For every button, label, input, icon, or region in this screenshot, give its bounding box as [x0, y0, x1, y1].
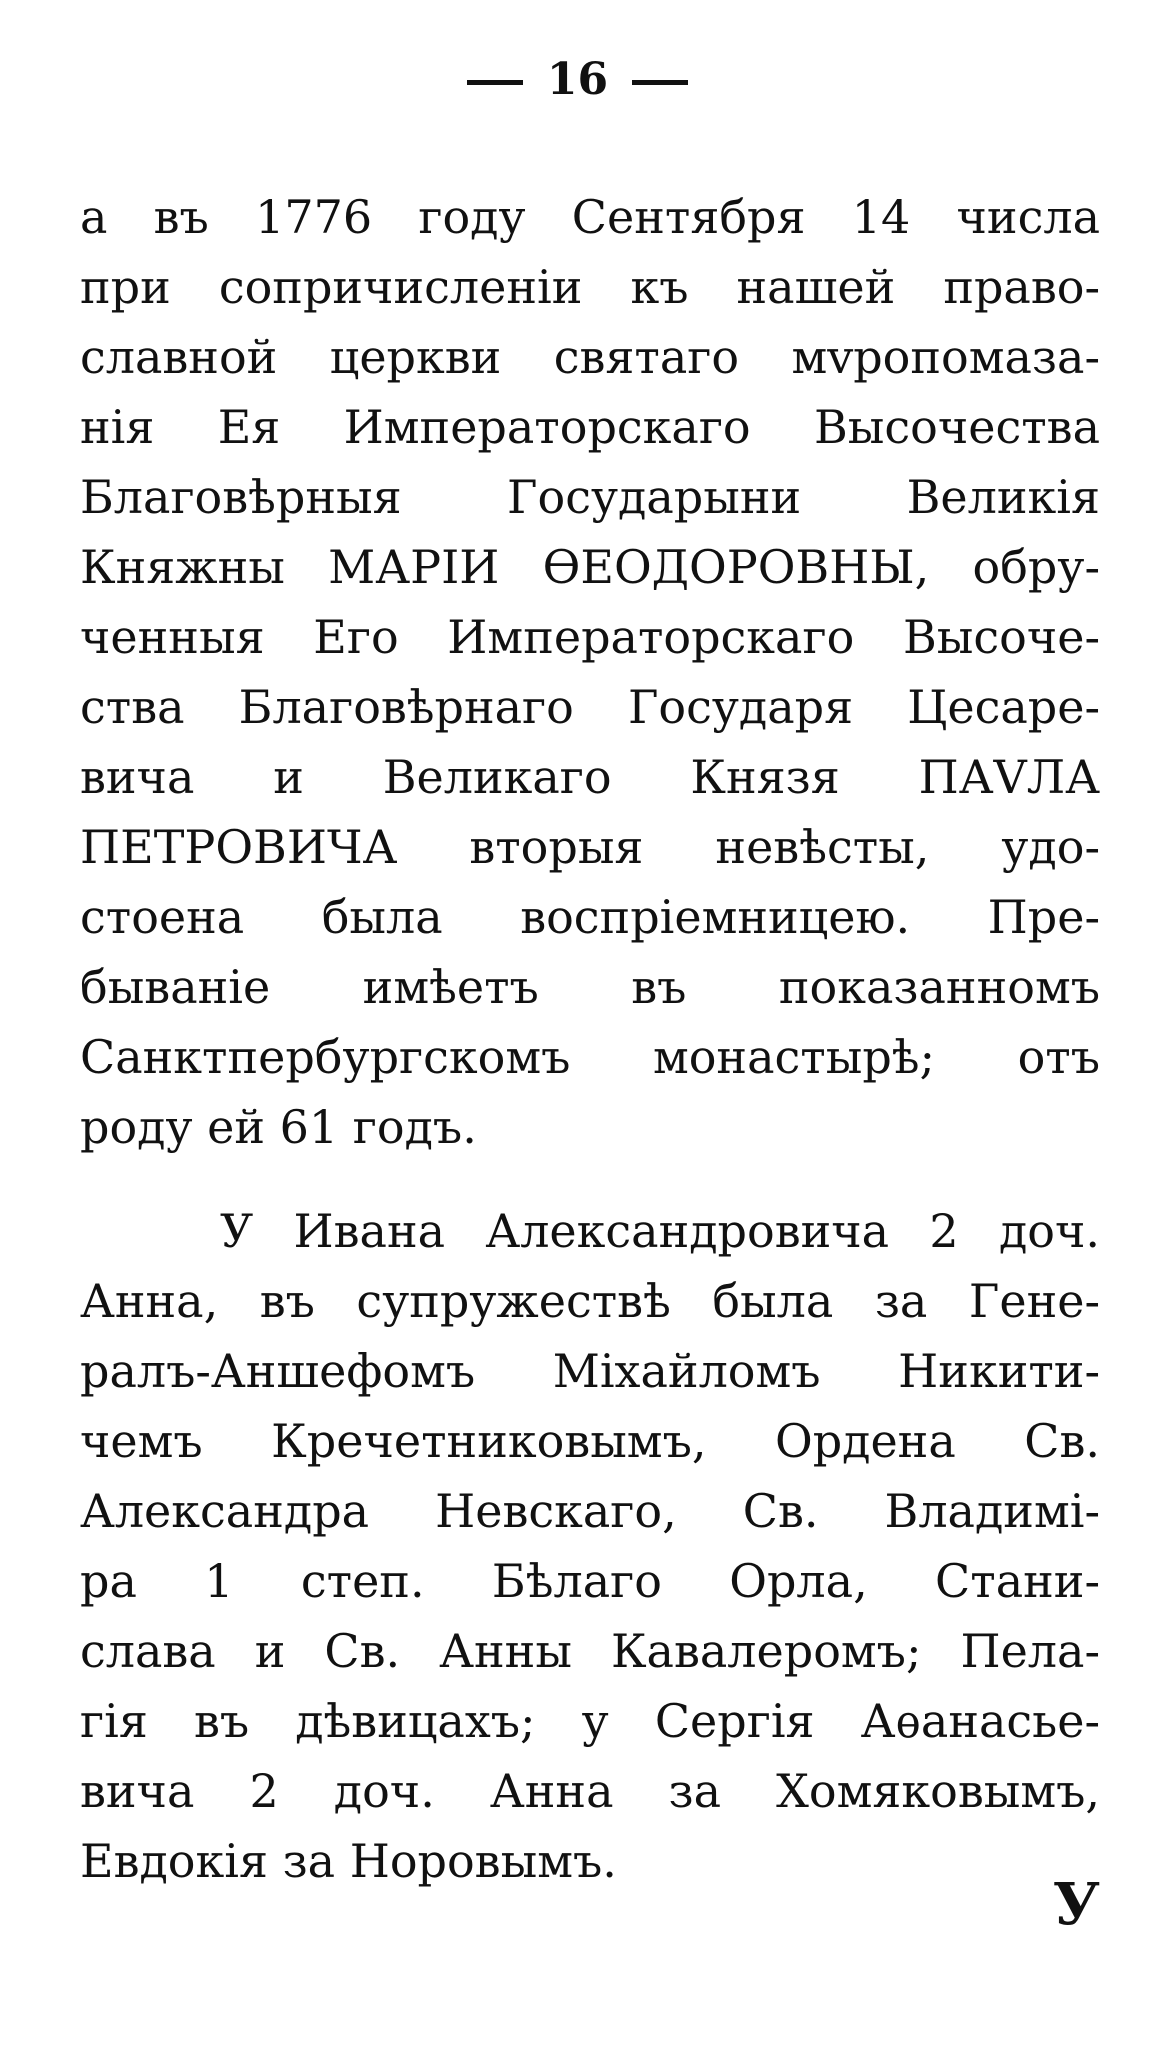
text-line: Княжны МАРIИ ѲЕОДОРОВНЫ, обру- — [80, 540, 1100, 594]
text-line: Санктпербургскомъ монастырѣ; отъ — [80, 1030, 1100, 1084]
text-line: ченныя Его Императорскаго Высоче- — [80, 610, 1100, 664]
page-number: 16 — [546, 54, 609, 105]
paragraph-2 — [80, 1196, 1100, 1896]
text-line: гiя въ дѣвицахъ; у Сергiя Аѳанасье- — [80, 1694, 1100, 1748]
text-line: Евдокiя за Норовымъ. — [80, 1834, 617, 1888]
page-header — [0, 54, 1155, 105]
text-line: ства Благовѣрнаго Государя Цесаре- — [80, 680, 1100, 734]
text-line: при сопричисленiи къ нашей право- — [80, 260, 1100, 314]
text-line: вича 2 доч. Анна за Хомяковымъ, — [80, 1764, 1100, 1818]
text-line: ра 1 степ. Бѣлаго Орла, Стани- — [80, 1554, 1100, 1608]
text-line: чемъ Кречетниковымъ, Ордена Св. — [80, 1414, 1100, 1468]
text-line: Александра Невскаго, Св. Владимi- — [80, 1484, 1100, 1538]
paragraph-1 — [80, 182, 1100, 1162]
text-line: быванiе имѣетъ въ показанномъ — [80, 960, 1100, 1014]
text-line: Анна, въ супружествѣ была за Гене- — [80, 1274, 1100, 1328]
text-line: Благовѣрныя Государыни Великiя — [80, 470, 1100, 524]
text-line: роду ей 61 годъ. — [80, 1100, 477, 1154]
text-line: славной церкви святаго мvропомаза- — [80, 330, 1100, 384]
text-line: нiя Ея Императорскаго Высочества — [80, 400, 1100, 454]
catchword: У — [1052, 1870, 1100, 1938]
text-line: ПЕТРОВИЧА вторыя невѣсты, удо- — [80, 820, 1100, 874]
text-line: стоена была воспрiемницею. Пре- — [80, 890, 1100, 944]
header-rule-left — [467, 80, 523, 85]
text-line: ралъ-Аншефомъ Мiхайломъ Никити- — [80, 1344, 1100, 1398]
text-line: У Ивана Александровича 2 доч. — [220, 1204, 1100, 1258]
text-line: слава и Св. Анны Кавалеромъ; Пела- — [80, 1624, 1100, 1678]
text-line: а въ 1776 году Сентября 14 числа — [80, 190, 1100, 244]
text-line: вича и Великаго Князя ПАVЛА — [80, 750, 1100, 804]
header-rule-right — [632, 80, 688, 85]
